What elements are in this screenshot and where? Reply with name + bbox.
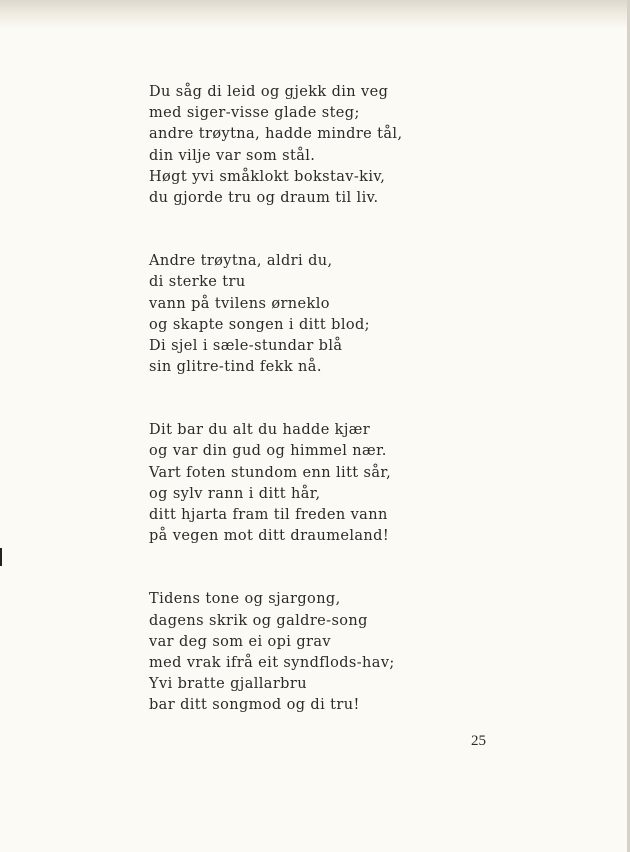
- poem-line: dagens skrik og galdre-song: [149, 612, 368, 629]
- poem-line: Tidens tone og sjargong,: [149, 591, 341, 608]
- poem-line: Du såg di leid og gjekk din veg: [149, 84, 389, 100]
- stanza-4: [149, 589, 409, 716]
- poem-line: andre trøytna, hadde mindre tål,: [149, 126, 403, 143]
- poem-line: bar ditt songmod og di tru!: [149, 697, 360, 714]
- poem-line: sin glitre-tind fekk nå.: [149, 359, 322, 376]
- poem-line: på vegen mot ditt draumeland!: [149, 528, 390, 545]
- poem-line: Vart foten stundom enn litt sår,: [149, 464, 392, 481]
- stanza-2: [149, 251, 409, 378]
- scan-left-mark: [0, 548, 2, 566]
- poem-line: med vrak ifrå eit syndflods-hav;: [149, 654, 395, 671]
- page-number: 25: [471, 733, 486, 749]
- poem-line: di sterke tru: [149, 274, 246, 291]
- poem-line: med siger-visse glade steg;: [149, 105, 360, 122]
- poem-line: din vilje var som stål.: [149, 147, 316, 164]
- poem: [149, 82, 409, 717]
- poem-line: Yvi bratte gjallarbru: [149, 676, 307, 693]
- poem-line: ditt hjarta fram til freden vann: [149, 507, 388, 523]
- poem-line: og var din gud og himmel nær.: [149, 443, 387, 460]
- scan-top-shadow: [0, 0, 630, 28]
- poem-line: var deg som ei opi grav: [149, 633, 331, 650]
- poem-line: og skapte songen i ditt blod;: [149, 316, 370, 333]
- stanza-3: [149, 420, 409, 547]
- poem-line: og sylv rann i ditt hår,: [149, 485, 321, 502]
- stanza-1: [149, 82, 409, 209]
- poem-line: Di sjel i sæle-stundar blå: [149, 337, 343, 354]
- poem-line: vann på tvilens ørneklo: [149, 295, 330, 312]
- poem-line: Andre trøytna, aldri du,: [149, 253, 333, 270]
- poem-line: du gjorde tru og draum til liv.: [149, 189, 379, 206]
- poem-line: Høgt yvi småklokt bokstav-kiv,: [149, 168, 386, 185]
- poem-line: Dit bar du alt du hadde kjær: [149, 422, 371, 439]
